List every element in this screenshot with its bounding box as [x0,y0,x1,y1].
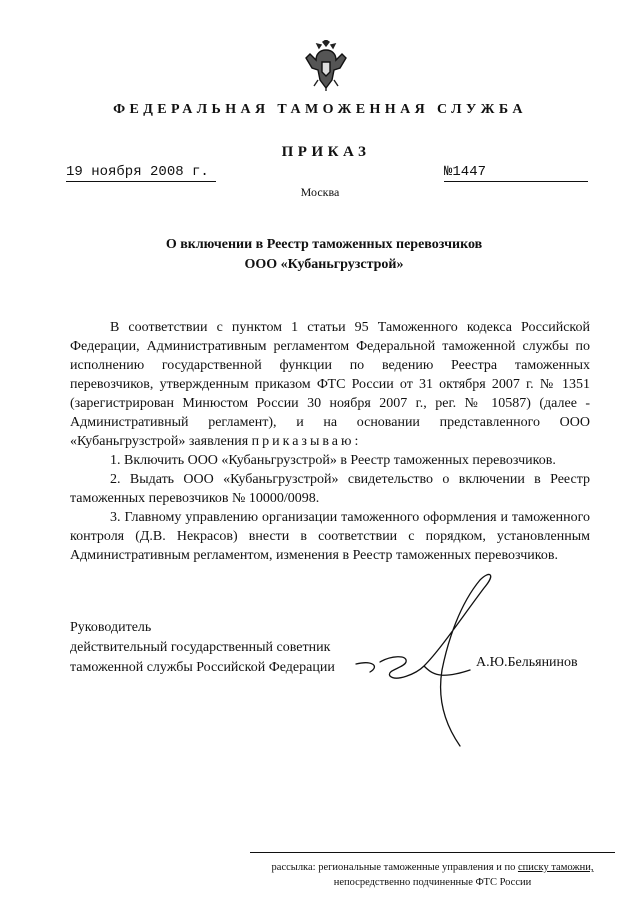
agency-name: ФЕДЕРАЛЬНАЯ ТАМОЖЕННАЯ СЛУЖБА [113,102,527,117]
order-number: №1447 [444,164,588,182]
handwritten-signature [320,570,500,750]
signatory-rank-cont: таможенной службы Российской Федерации [70,660,335,675]
footer-divider [250,852,615,853]
order-body [70,318,590,565]
document-type: ПРИКАЗ [281,144,371,160]
double-headed-eagle-emblem-icon [304,40,348,92]
order-date: 19 ноября 2008 г. [66,164,216,182]
order-title-line1: О включении в Реестр таможенных перевозчиков [165,237,483,252]
order-word: приказываю: [251,434,362,449]
distribution-line2: непосредственно подчиненные ФТС России [333,877,532,888]
signatory-block [70,618,335,678]
order-item-3: 3. Главному управлению организации таможенного оформления и таможенного контроля (Д.В. Некрасов) внести в соответствии с порядком, установленным Административным регламентом, изменения в Реестр таможенных перевозчиков. [70,510,590,563]
order-title [0,235,640,275]
preamble-text: В соответствии с пунктом 1 статьи 95 Таможенного кодекса Российской Федерации, Административным регламентом Федеральной таможенной службы по исполнению государственной функции по ведению Реестра таможенных перевозчиков, утвержденным приказом ФТС России от 31 октября 2007 г. № 1351 (зарегистрирован Минюстом России 30 ноября 2007 г., рег. № 10587) (далее - Административный регламент), и на основании представленного ООО «Кубаньгрузстрой» заявления [70,320,590,449]
distribution-prefix: рассылка: региональные таможенные управления и по [271,862,516,873]
preamble-paragraph [70,318,590,451]
distribution-note [250,860,615,890]
order-item-1: 1. Включить ООО «Кубаньгрузстрой» в Реестр таможенных перевозчиков. [110,453,556,468]
city: Москва [300,185,340,199]
order-title-line2: ООО «Кубаньгрузстрой» [244,257,404,272]
signatory-rank: действительный государственный советник [70,640,331,655]
signatory-name: А.Ю.Бельянинов [476,655,578,670]
distribution-line1 [250,860,615,875]
signatory-position: Руководитель [70,620,152,635]
distribution-list-link: списку таможни, [517,862,594,873]
order-item-2: 2. Выдать ООО «Кубаньгрузстрой» свидетельство о включении в Реестр таможенных перевозчиков № 10000/0098. [70,472,590,506]
